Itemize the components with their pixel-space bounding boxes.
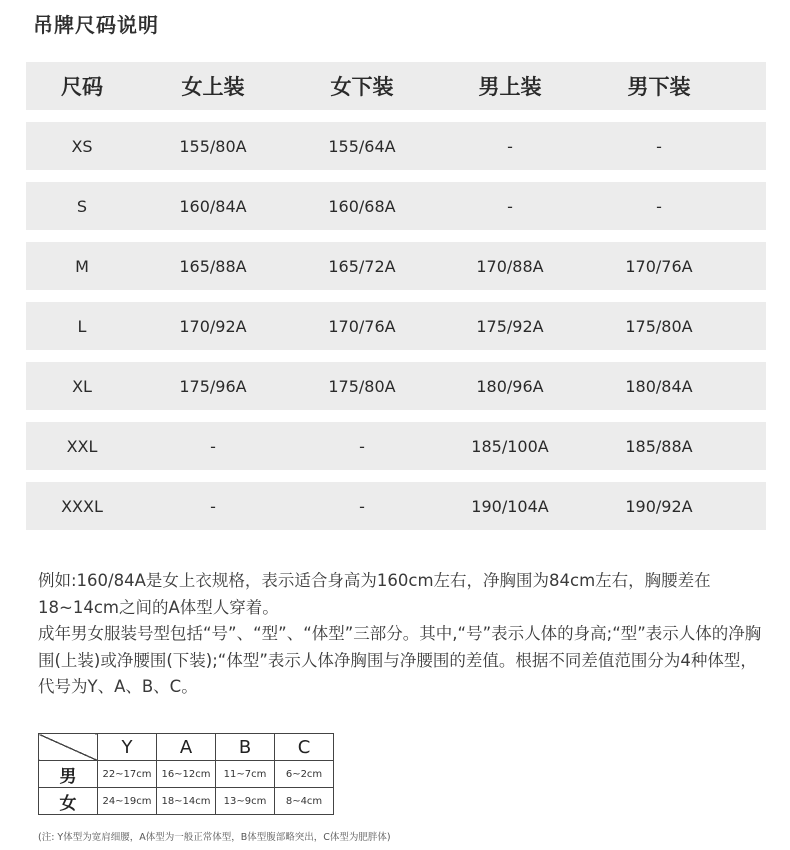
size-label: M <box>75 256 89 276</box>
size-value: 160/68A <box>328 196 396 216</box>
size-row <box>26 422 766 470</box>
size-value: - <box>656 196 662 216</box>
size-value: - <box>359 436 365 456</box>
body-type-cell: 13~9cm <box>216 788 275 815</box>
body-type-cell: 18~14cm <box>157 788 216 815</box>
size-value: 175/80A <box>328 376 396 396</box>
header-cell: 男下装 <box>627 75 691 99</box>
size-label: L <box>77 316 87 336</box>
size-label: XXXL <box>61 496 103 516</box>
body-type-cell: 16~12cm <box>157 761 216 788</box>
size-label: XS <box>71 136 93 156</box>
size-table <box>26 62 766 542</box>
header-cell: 男上装 <box>478 75 542 99</box>
page-title: 吊牌尺码说明 <box>33 13 159 37</box>
size-notes <box>38 568 768 701</box>
body-type-cell: 8~4cm <box>275 788 334 815</box>
size-value: 190/92A <box>625 496 693 516</box>
body-type-row-male <box>39 761 334 788</box>
size-label: XL <box>72 376 92 396</box>
size-value: 185/88A <box>625 436 693 456</box>
size-row <box>26 242 766 290</box>
body-type-row-female <box>39 788 334 815</box>
body-type-header: C <box>275 734 334 761</box>
size-value: 170/76A <box>328 316 396 336</box>
row-label: 女 <box>39 788 98 815</box>
body-type-cell: 24~19cm <box>98 788 157 815</box>
body-type-header: B <box>216 734 275 761</box>
size-value: 160/84A <box>179 196 247 216</box>
size-value: - <box>507 196 513 216</box>
size-value: 175/80A <box>625 316 693 336</box>
body-type-cell: 22~17cm <box>98 761 157 788</box>
size-value: - <box>656 136 662 156</box>
size-value: - <box>210 436 216 456</box>
size-value: 185/100A <box>471 436 549 456</box>
size-row <box>26 362 766 410</box>
size-value: 165/88A <box>179 256 247 276</box>
size-value: 190/104A <box>471 496 549 516</box>
body-type-header-row <box>39 734 334 761</box>
size-label: S <box>76 196 88 216</box>
size-value: 165/72A <box>328 256 396 276</box>
size-value: 155/64A <box>328 136 396 156</box>
size-value: - <box>507 136 513 156</box>
size-value: 175/92A <box>476 316 544 336</box>
size-row <box>26 482 766 530</box>
size-value: 155/80A <box>179 136 247 156</box>
body-type-header: Y <box>98 734 157 761</box>
footnote: (注: Y体型为宽肩细腰，A体型为一般正常体型，B体型腹部略突出，C体型为肥胖体) <box>38 832 391 843</box>
size-value: 180/96A <box>476 376 544 396</box>
size-value: - <box>210 496 216 516</box>
size-value: 180/84A <box>625 376 693 396</box>
size-value: 170/76A <box>625 256 693 276</box>
size-value: 175/96A <box>179 376 247 396</box>
note-example: 例如:160/84A是女上衣规格，表示适合身高为160cm左右，净胸围为84cm左右，胸腰差在18~14cm之间的A体型人穿着。 <box>38 571 711 617</box>
body-type-header: A <box>157 734 216 761</box>
size-value: 170/88A <box>476 256 544 276</box>
header-cell: 女上装 <box>181 75 245 99</box>
size-value: 170/92A <box>179 316 247 336</box>
note-explanation: 成年男女服装号型包括“号”、“型”、“体型”三部分。其中,“号”表示人体的身高;“型”表示人体的净胸围(上装)或净腰围(下装);“体型”表示人体净胸围与净腰围的差值。根据不同差值范围分为4种体型，代号为Y、A、B、C。 <box>38 624 762 696</box>
size-row <box>26 122 766 170</box>
diagonal-corner-cell <box>39 734 98 761</box>
header-cell: 尺码 <box>61 75 103 99</box>
size-row <box>26 182 766 230</box>
size-value: - <box>359 496 365 516</box>
size-table-header <box>26 62 766 110</box>
body-type-table <box>38 733 334 815</box>
body-type-cell: 6~2cm <box>275 761 334 788</box>
size-label: XXL <box>66 436 98 456</box>
header-cell: 女下装 <box>330 75 394 99</box>
row-label: 男 <box>39 761 98 788</box>
body-type-cell: 11~7cm <box>216 761 275 788</box>
size-row <box>26 302 766 350</box>
